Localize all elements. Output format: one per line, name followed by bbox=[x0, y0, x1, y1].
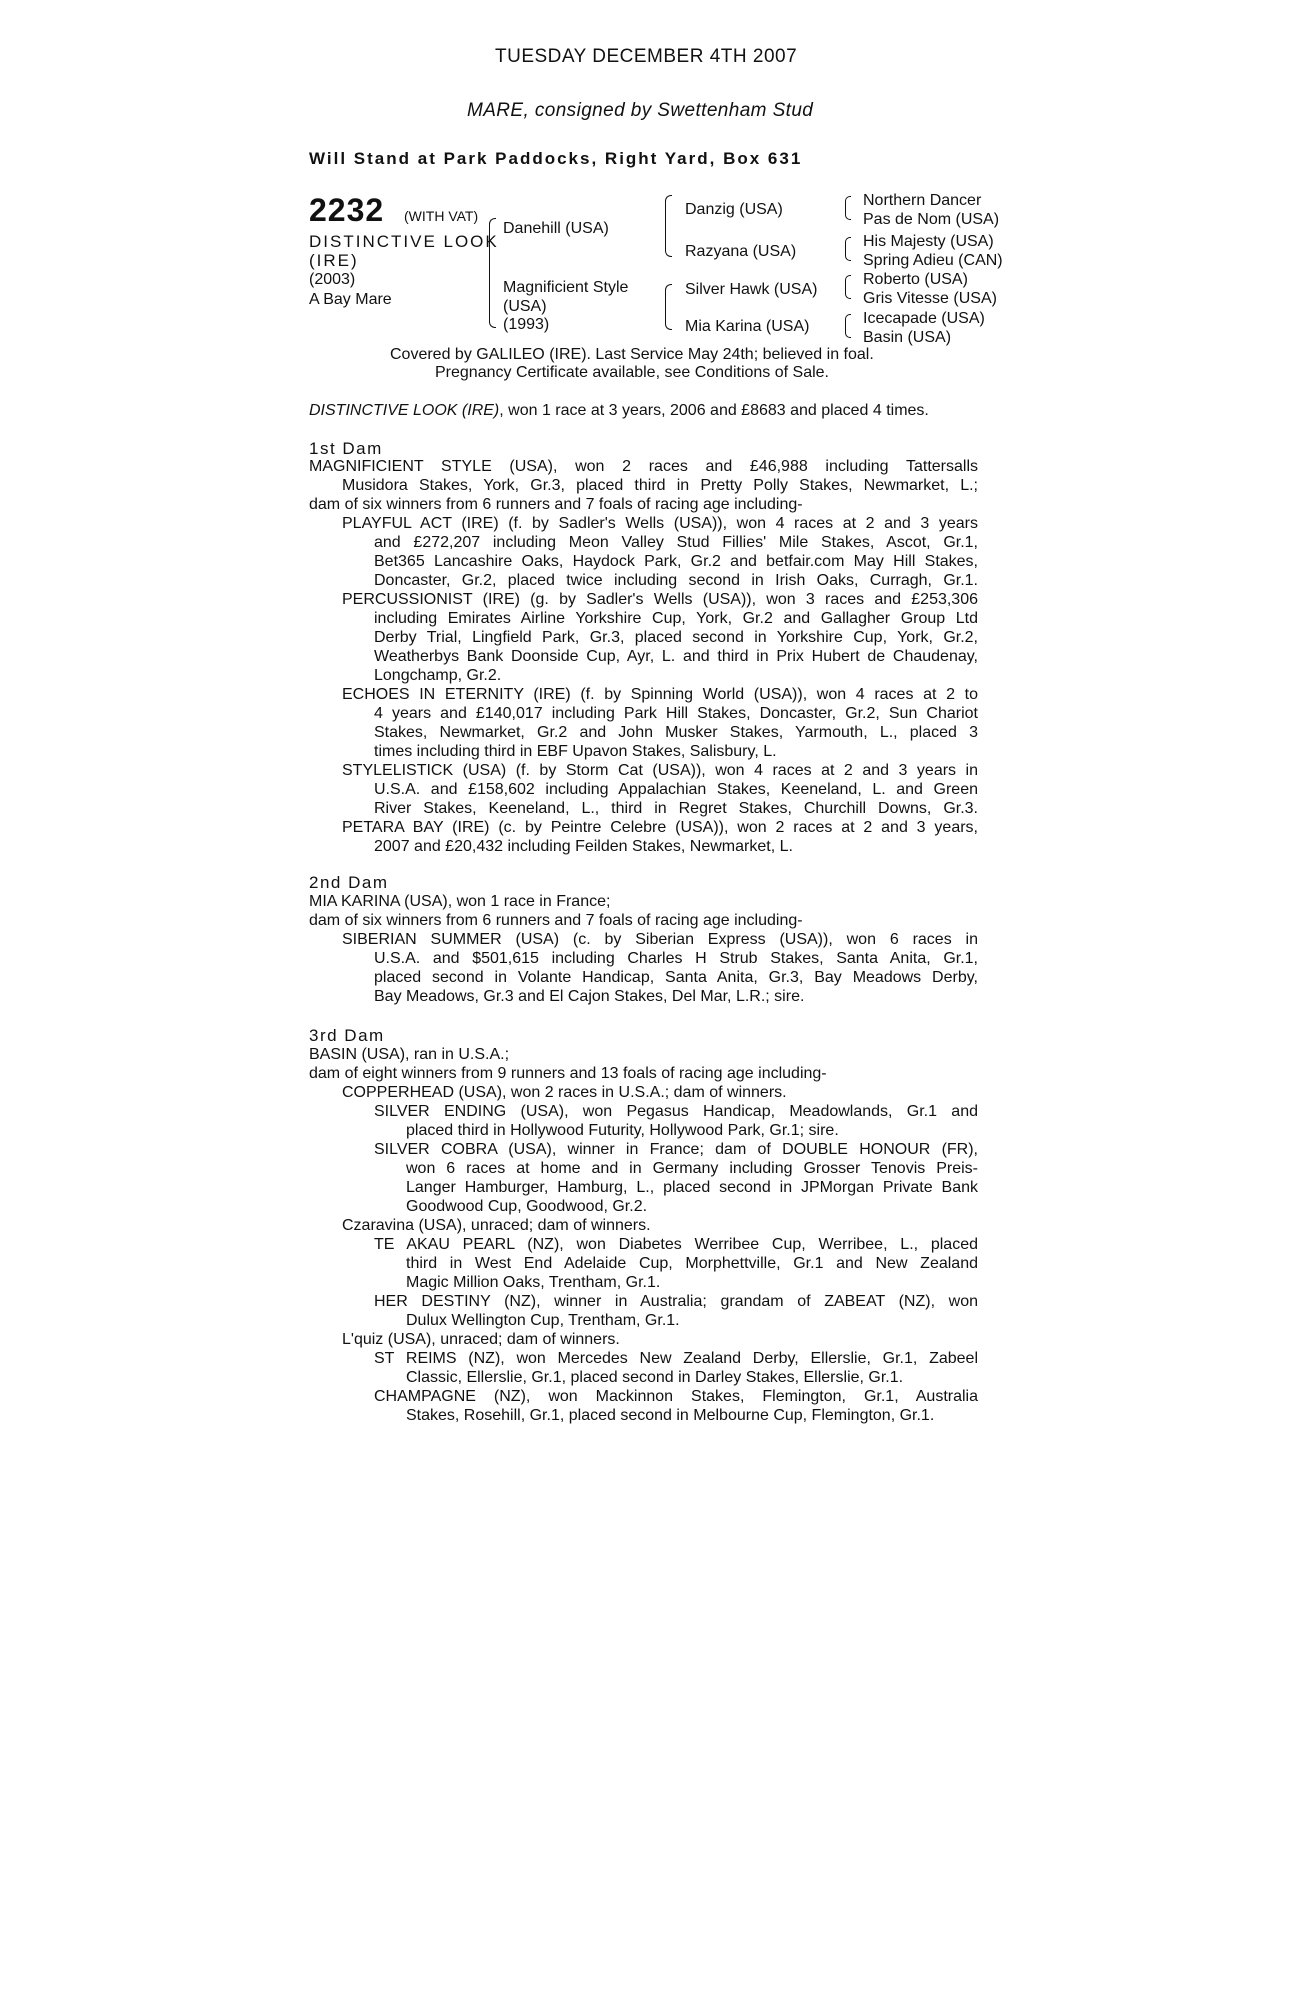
summary-text: , won 1 race at 3 years, 2006 and £8683 and placed 4 times. bbox=[499, 402, 929, 419]
produce-entry: HER DESTINY (NZ), winner in Australia; grandam of ZABEAT (NZ), won bbox=[374, 1293, 978, 1310]
dam-record-line: BASIN (USA), ran in U.S.A.; bbox=[309, 1046, 510, 1063]
pedigree-sire-sire: Danzig (USA) bbox=[685, 201, 783, 218]
pedigree-line: Bay Meadows, Gr.3 and El Cajon Stakes, Del Mar, L.R.; sire. bbox=[374, 988, 805, 1005]
sale-date: TUESDAY DECEMBER 4TH 2007 bbox=[495, 46, 798, 67]
produce-entry: CHAMPAGNE (NZ), won Mackinnon Stakes, Flemington, Gr.1, Australia bbox=[374, 1388, 978, 1405]
pedigree-line: Magic Million Oaks, Trentham, Gr.1. bbox=[406, 1274, 661, 1291]
pedigree-line: U.S.A. and £158,602 including Appalachian Stakes, Keeneland, L. and Green bbox=[374, 781, 978, 798]
produce-entry: SILVER COBRA (USA), winner in France; dam of DOUBLE HONOUR (FR), bbox=[374, 1141, 978, 1158]
produce-entry: Czaravina (USA), unraced; dam of winners. bbox=[342, 1217, 651, 1234]
race-summary bbox=[309, 402, 929, 420]
pedigree-dam-country: (USA) bbox=[503, 298, 547, 315]
pedigree-ggd: Spring Adieu (CAN) bbox=[863, 252, 1003, 269]
produce-entry: ST REIMS (NZ), won Mercedes New Zealand Derby, Ellerslie, Gr.1, Zabeel bbox=[374, 1350, 978, 1367]
consignor: MARE, consigned by Swettenham Stud bbox=[467, 100, 814, 121]
pedigree-dam-dam: Mia Karina (USA) bbox=[685, 318, 810, 335]
pregnancy-note: Pregnancy Certificate available, see Conditions of Sale. bbox=[435, 364, 829, 381]
pedigree-line: Dulux Wellington Cup, Trentham, Gr.1. bbox=[406, 1312, 680, 1329]
dam-record-line: Musidora Stakes, York, Gr.3, placed third in Pretty Polly Stakes, Newmarket, L.; bbox=[342, 477, 978, 494]
produce-entry: STYLELISTICK (USA) (f. by Storm Cat (USA)), won 4 races at 2 and 3 years in bbox=[342, 762, 978, 779]
produce-entry: L'quiz (USA), unraced; dam of winners. bbox=[342, 1331, 620, 1348]
horse-name: DISTINCTIVE LOOK bbox=[309, 232, 499, 251]
pedigree-ggs: Northern Dancer bbox=[863, 192, 982, 209]
produce-entry: SIBERIAN SUMMER (USA) (c. by Siberian Express (USA)), won 6 races in bbox=[342, 931, 978, 948]
produce-entry: PETARA BAY (IRE) (c. by Peintre Celebre (USA)), won 2 races at 2 and 3 years, bbox=[342, 819, 978, 836]
pedigree-brace bbox=[845, 275, 851, 299]
pedigree-line: third in West End Adelaide Cup, Morphettville, Gr.1 and New Zealand bbox=[406, 1255, 978, 1272]
dam-produce-line: dam of six winners from 6 runners and 7 foals of racing age including- bbox=[309, 912, 803, 929]
dam-record-line: MAGNIFICIENT STYLE (USA), won 2 races and £46,988 including Tattersalls bbox=[309, 458, 978, 475]
pedigree-ggs: His Majesty (USA) bbox=[863, 233, 994, 250]
pedigree-line: placed third in Hollywood Futurity, Hollywood Park, Gr.1; sire. bbox=[406, 1122, 839, 1139]
summary-horse-name: DISTINCTIVE LOOK (IRE) bbox=[309, 402, 500, 419]
pedigree-line: U.S.A. and $501,615 including Charles H Strub Stakes, Santa Anita, Gr.1, bbox=[374, 950, 978, 967]
horse-description: A Bay Mare bbox=[309, 291, 392, 308]
lot-number: 2232 bbox=[309, 192, 385, 228]
pedigree-brace bbox=[665, 195, 672, 257]
pedigree-dam-sire: Silver Hawk (USA) bbox=[685, 281, 818, 298]
covering-note: Covered by GALILEO (IRE). Last Service May 24th; believed in foal. bbox=[390, 346, 874, 363]
pedigree-ggd: Basin (USA) bbox=[863, 329, 952, 346]
pedigree-ggs: Icecapade (USA) bbox=[863, 310, 985, 327]
pedigree-line: Classic, Ellerslie, Gr.1, placed second in Darley Stakes, Ellerslie, Gr.1. bbox=[406, 1369, 904, 1386]
pedigree-line: including Emirates Airline Yorkshire Cup, York, Gr.2 and Gallagher Group Ltd bbox=[374, 610, 978, 627]
pedigree-line: Bet365 Lancashire Oaks, Haydock Park, Gr.2 and betfair.com May Hill Stakes, bbox=[374, 553, 978, 570]
pedigree-line: Langer Hamburger, Hamburg, L., placed second in JPMorgan Private Bank bbox=[406, 1179, 978, 1196]
pedigree-line: Stakes, Newmarket, Gr.2 and John Musker Stakes, Yarmouth, L., placed 3 bbox=[374, 724, 978, 741]
pedigree-ggd: Pas de Nom (USA) bbox=[863, 211, 1000, 228]
pedigree-line: Longchamp, Gr.2. bbox=[374, 667, 502, 684]
pedigree-sire-dam: Razyana (USA) bbox=[685, 243, 797, 260]
dam-produce-line: dam of eight winners from 9 runners and 13 foals of racing age including- bbox=[309, 1065, 827, 1082]
produce-entry: COPPERHEAD (USA), won 2 races in U.S.A.; dam of winners. bbox=[342, 1084, 787, 1101]
foaling-year: (2003) bbox=[309, 271, 356, 288]
produce-entry: PERCUSSIONIST (IRE) (g. by Sadler's Wells (USA)), won 3 races and £253,306 bbox=[342, 591, 978, 608]
pedigree-line: Goodwood Cup, Goodwood, Gr.2. bbox=[406, 1198, 648, 1215]
pedigree-line: Derby Trial, Lingfield Park, Gr.3, placed second in Yorkshire Cup, York, Gr.2, bbox=[374, 629, 978, 646]
pedigree-line: placed second in Volante Handicap, Santa Anita, Gr.3, Bay Meadows Derby, bbox=[374, 969, 978, 986]
produce-entry: PLAYFUL ACT (IRE) (f. by Sadler's Wells (USA)), won 4 races at 2 and 3 years bbox=[342, 515, 978, 532]
produce-entry: TE AKAU PEARL (NZ), won Diabetes Werribee Cup, Werribee, L., placed bbox=[374, 1236, 978, 1253]
pedigree-brace bbox=[845, 237, 851, 261]
second-dam-heading: 2nd Dam bbox=[309, 873, 389, 892]
pedigree-ggs: Roberto (USA) bbox=[863, 271, 968, 288]
pedigree-line: times including third in EBF Upavon Stakes, Salisbury, L. bbox=[374, 743, 777, 760]
pedigree-brace bbox=[665, 284, 672, 330]
pedigree-dam: Magnificient Style bbox=[503, 279, 629, 296]
pedigree-brace bbox=[845, 314, 851, 338]
pedigree-line: Stakes, Rosehill, Gr.1, placed second in Melbourne Cup, Flemington, Gr.1. bbox=[406, 1407, 935, 1424]
pedigree-brace bbox=[489, 218, 496, 328]
pedigree-line: Weatherbys Bank Doonside Cup, Ayr, L. and third in Prix Hubert de Chaudenay, bbox=[374, 648, 978, 665]
pedigree-line: River Stakes, Keeneland, L., third in Regret Stakes, Churchill Downs, Gr.3. bbox=[374, 800, 978, 817]
pedigree-line: 2007 and £20,432 including Feilden Stakes, Newmarket, L. bbox=[374, 838, 793, 855]
pedigree-brace bbox=[845, 196, 851, 220]
first-dam-heading: 1st Dam bbox=[309, 439, 383, 458]
pedigree-line: and £272,207 including Meon Valley Stud Fillies' Mile Stakes, Ascot, Gr.1, bbox=[374, 534, 978, 551]
dam-produce-line: dam of six winners from 6 runners and 7 foals of racing age including- bbox=[309, 496, 803, 513]
pedigree-line: won 6 races at home and in Germany including Grosser Tenovis Preis- bbox=[406, 1160, 978, 1177]
pedigree-line: Doncaster, Gr.2, placed twice including second in Irish Oaks, Curragh, Gr.1. bbox=[374, 572, 978, 589]
produce-entry: SILVER ENDING (USA), won Pegasus Handicap, Meadowlands, Gr.1 and bbox=[374, 1103, 978, 1120]
stand-location: Will Stand at Park Paddocks, Right Yard, Box 631 bbox=[309, 149, 803, 168]
produce-entry: ECHOES IN ETERNITY (IRE) (f. by Spinning World (USA)), won 4 races at 2 to bbox=[342, 686, 978, 703]
pedigree-ggd: Gris Vitesse (USA) bbox=[863, 290, 997, 307]
pedigree-line: 4 years and £140,017 including Park Hill Stakes, Doncaster, Gr.2, Sun Chariot bbox=[374, 705, 978, 722]
pedigree-dam-year: (1993) bbox=[503, 316, 550, 333]
dam-record-line: MIA KARINA (USA), won 1 race in France; bbox=[309, 893, 611, 910]
vat-note: (WITH VAT) bbox=[404, 208, 479, 224]
horse-country: (IRE) bbox=[309, 251, 359, 270]
third-dam-heading: 3rd Dam bbox=[309, 1026, 385, 1045]
pedigree-sire: Danehill (USA) bbox=[503, 220, 609, 237]
